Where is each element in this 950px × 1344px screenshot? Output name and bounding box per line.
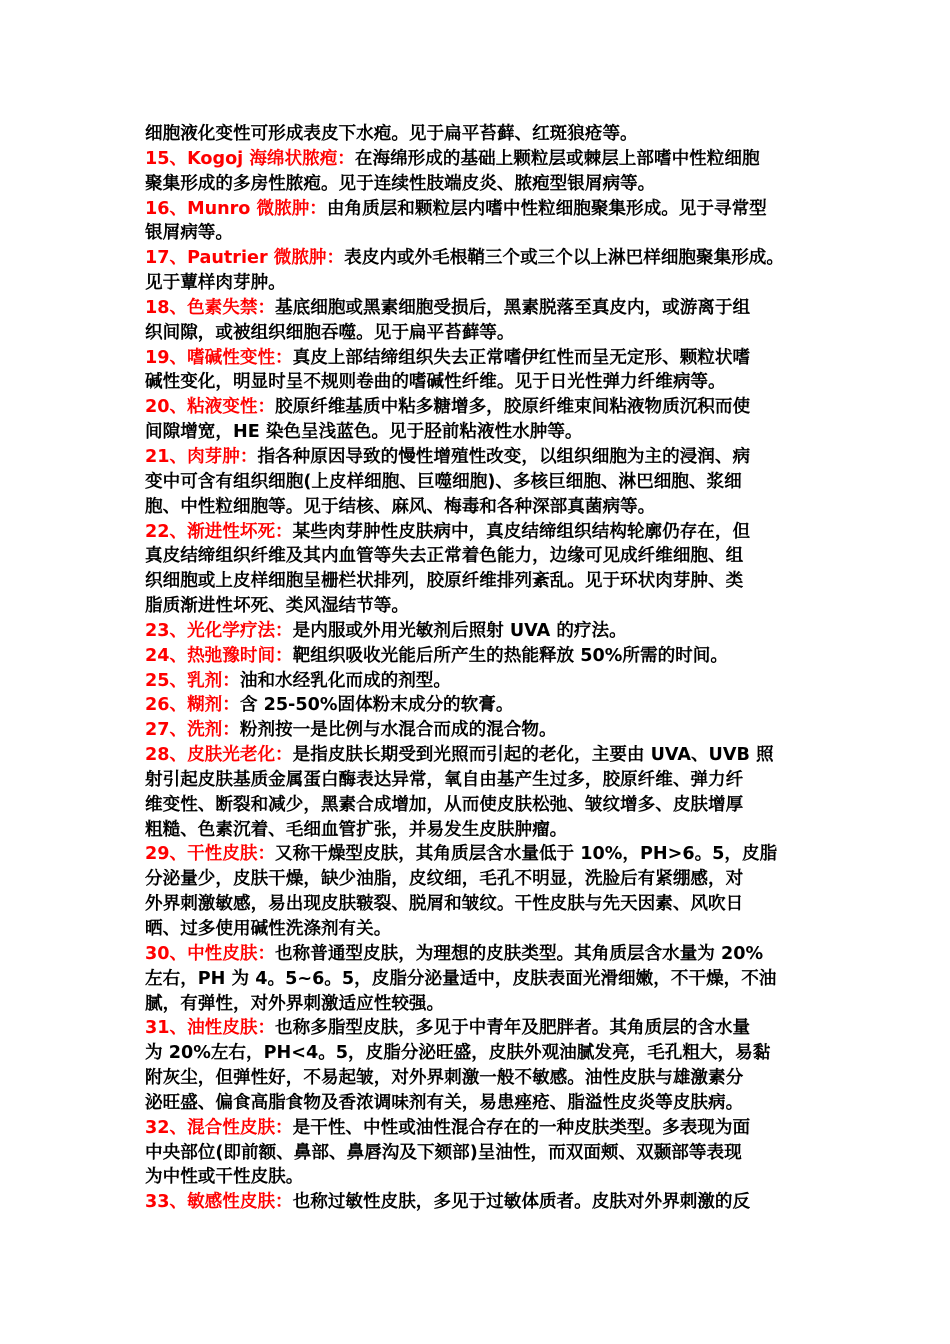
text-line: [145, 495, 810, 520]
text-line: [145, 693, 810, 718]
term-label: 25、乳剂：: [145, 670, 240, 691]
definition-text: 分泌量少，皮肤干燥，缺少油脂，皮纹细，毛孔不明显，洗脸后有紧绷感，对: [145, 869, 744, 890]
term-label: 19、嗜碱性变性：: [145, 347, 293, 368]
text-line: [145, 296, 810, 321]
term-label: 15、Kogoj 海绵状脓疱：: [145, 148, 355, 169]
definition-text: 某些肉芽肿性皮肤病中，真皮结缔组织结构轮廓仍存在，但: [292, 521, 751, 542]
term-label: 29、干性皮肤：: [145, 844, 276, 865]
term-label: 24、热弛豫时间：: [145, 645, 293, 666]
definition-text: 是干性、中性或油性混合存在的一种皮肤类型。多表现为面: [292, 1117, 751, 1138]
definition-text: 维变性、断裂和减少，黑素合成增加，从而使皮肤松弛、皱纹增多、皮肤增厚: [145, 794, 744, 815]
term-label: 17、Pautrier 微脓肿：: [145, 248, 345, 269]
definition-text: 左右，PH 为 4。5~6。5，皮脂分泌量适中，皮肤表面光滑细嫩，不干燥，不油: [145, 968, 777, 989]
definition-text: 银屑病等。: [145, 223, 233, 244]
text-line: [145, 172, 810, 197]
text-line: [145, 594, 810, 619]
term-label: 28、皮肤光老化：: [145, 745, 293, 766]
text-line: [145, 842, 810, 867]
definition-text: 指各种原因导致的慢性增殖性改变，以组织细胞为主的浸润、病: [257, 446, 751, 467]
definition-text: 也称过敏性皮肤，多见于过敏体质者。皮肤对外界刺激的反: [292, 1192, 751, 1213]
definition-text: 也称普通型皮肤，为理想的皮肤类型。其角质层含水量为 20%: [275, 943, 764, 964]
text-line: [145, 867, 810, 892]
text-line: [145, 1091, 810, 1116]
definition-text: 为 20%左右，PH<4。5，皮脂分泌旺盛，皮肤外观油腻发亮，毛孔粗大，易黏: [145, 1043, 771, 1064]
term-label: 18、色素失禁：: [145, 297, 276, 318]
definition-text: 见于蕈样肉芽肿。: [145, 273, 286, 294]
definition-text: 也称多脂型皮肤，多见于中青年及肥胖者。其角质层的含水量: [275, 1018, 751, 1039]
definition-text: 为中性或干性皮肤。: [145, 1167, 304, 1188]
term-label: 16、Munro 微脓肿：: [145, 198, 327, 219]
term-label: 21、肉芽肿：: [145, 446, 258, 467]
definition-text: 又称干燥型皮肤，其角质层含水量低于 10%，PH>6。5，皮脂: [275, 844, 778, 865]
text-line: [145, 122, 810, 147]
document-page: [145, 122, 810, 1215]
text-line: [145, 370, 810, 395]
text-line: [145, 321, 810, 346]
definition-text: 碱性变化，明显时呈不规则卷曲的嗜碱性纤维。见于日光性弹力纤维病等。: [145, 372, 726, 393]
definition-text: 聚集形成的多房性脓疱。见于连续性肢端皮炎、脓疱型银屑病等。: [145, 173, 656, 194]
definition-text: 腻，有弹性，对外界刺激适应性较强。: [145, 993, 445, 1014]
text-line: [145, 992, 810, 1017]
term-label: 22、渐进性坏死：: [145, 521, 293, 542]
definition-text: 真皮结缔组织纤维及其内血管等失去正常着色能力，边缘可见成纤维细胞、组: [145, 546, 744, 567]
text-line: [145, 271, 810, 296]
text-line: [145, 470, 810, 495]
definition-text: 在海绵形成的基础上颗粒层或棘层上部嗜中性粒细胞: [354, 148, 760, 169]
term-label: 27、洗剂：: [145, 720, 240, 741]
definition-text: 晒、过多使用碱性洗涤剂有关。: [145, 919, 392, 939]
text-line: [145, 520, 810, 545]
definition-text: 粉剂按一是比例与水混合而成的混合物。: [239, 720, 557, 741]
definition-text: 含 25-50%固体粉末成分的软膏。: [239, 695, 514, 716]
text-line: [145, 1165, 810, 1190]
text-line: [145, 619, 810, 644]
text-line: [145, 420, 810, 445]
text-line: [145, 1041, 810, 1066]
text-line: [145, 644, 810, 669]
definition-text: 织细胞或上皮样细胞呈栅栏状排列，胶原纤维排列紊乱。见于环状肉芽肿、类: [145, 571, 744, 592]
definition-text: 泌旺盛、偏食高脂食物及香浓调味剂有关，易患痤疮、脂溢性皮炎等皮肤病。: [145, 1092, 744, 1113]
text-line: [145, 1141, 810, 1166]
definition-text: 射引起皮肤基质金属蛋白酶表达异常，氧自由基产生过多，胶原纤维、弹力纤: [145, 769, 744, 790]
term-label: 31、油性皮肤：: [145, 1018, 276, 1039]
text-line: [145, 967, 810, 992]
term-label: 20、粘液变性：: [145, 397, 276, 418]
term-label: 23、光化学疗法：: [145, 620, 293, 641]
text-line: [145, 395, 810, 420]
text-line: [145, 1190, 810, 1215]
text-line: [145, 544, 810, 569]
text-line: [145, 221, 810, 246]
definition-text: 附灰尘，但弹性好，不易起皱，对外界刺激一般不敏感。油性皮肤与雄激素分: [145, 1068, 744, 1089]
text-line: [145, 793, 810, 818]
definition-text: 外界刺激敏感，易出现皮肤皲裂、脱屑和皱纹。干性皮肤与先天因素、风吹日: [145, 894, 744, 915]
definition-text: 变中可含有组织细胞(上皮样细胞、巨噬细胞)、多核巨细胞、淋巴细胞、浆细: [145, 471, 742, 492]
definition-text: 靶组织吸收光能后所产生的热能释放 50%所需的时间。: [292, 645, 728, 666]
definition-text: 织间隙，或被组织细胞吞噬。见于扁平苔藓等。: [145, 322, 515, 343]
definition-text: 表皮内或外毛根鞘三个或三个以上淋巴样细胞聚集形成。: [344, 248, 784, 269]
text-line: [145, 246, 810, 271]
text-line: [145, 718, 810, 743]
text-line: [145, 445, 810, 470]
definition-text: 油和水经乳化而成的剂型。: [239, 670, 451, 691]
definition-text: 间隙增宽，HE 染色呈浅蓝色。见于胫前粘液性水肿等。: [145, 422, 583, 443]
term-label: 26、糊剂：: [145, 695, 240, 716]
text-line: [145, 768, 810, 793]
definition-text: 脂质渐进性坏死、类风湿结节等。: [145, 596, 409, 617]
text-line: [145, 346, 810, 371]
definition-text: 粗糙、色素沉着、毛细血管扩张，并易发生皮肤肿瘤。: [145, 819, 568, 840]
text-line: [145, 669, 810, 694]
term-label: 33、敏感性皮肤：: [145, 1192, 293, 1213]
text-line: [145, 942, 810, 967]
text-line: [145, 569, 810, 594]
definition-text: 由角质层和颗粒层内嗜中性粒细胞聚集形成。见于寻常型: [326, 198, 767, 219]
text-line: [145, 818, 810, 843]
term-label: 32、混合性皮肤：: [145, 1117, 293, 1138]
text-line: [145, 1116, 810, 1141]
definition-text: 胞、中性粒细胞等。见于结核、麻风、梅毒和各种深部真菌病等。: [145, 496, 656, 517]
definition-text: 中央部位(即前额、鼻部、鼻唇沟及下颏部)呈油性，而双面颊、双颞部等表现: [145, 1142, 742, 1163]
text-line: [145, 1016, 810, 1041]
text-line: [145, 743, 810, 768]
definition-text: 是内服或外用光敏剂后照射 UVA 的疗法。: [292, 620, 627, 641]
text-line: [145, 147, 810, 172]
text-line: [145, 892, 810, 917]
text-line: [145, 197, 810, 222]
text-line: [145, 1066, 810, 1091]
term-label: 30、中性皮肤：: [145, 943, 276, 964]
definition-text: 细胞液化变性可形成表皮下水疱。见于扁平苔藓、红斑狼疮等。: [145, 124, 638, 144]
definition-text: 胶原纤维基质中粘多糖增多，胶原纤维束间粘液物质沉积而使: [275, 397, 751, 418]
definition-text: 真皮上部结缔组织失去正常嗜伊红性而呈无定形、颗粒状嗜: [292, 347, 751, 368]
definition-text: 是指皮肤长期受到光照而引起的老化，主要由 UVA、UVB 照: [292, 745, 774, 766]
text-line: [145, 917, 810, 942]
definition-text: 基底细胞或黑素细胞受损后，黑素脱落至真皮内，或游离于组: [275, 297, 751, 318]
